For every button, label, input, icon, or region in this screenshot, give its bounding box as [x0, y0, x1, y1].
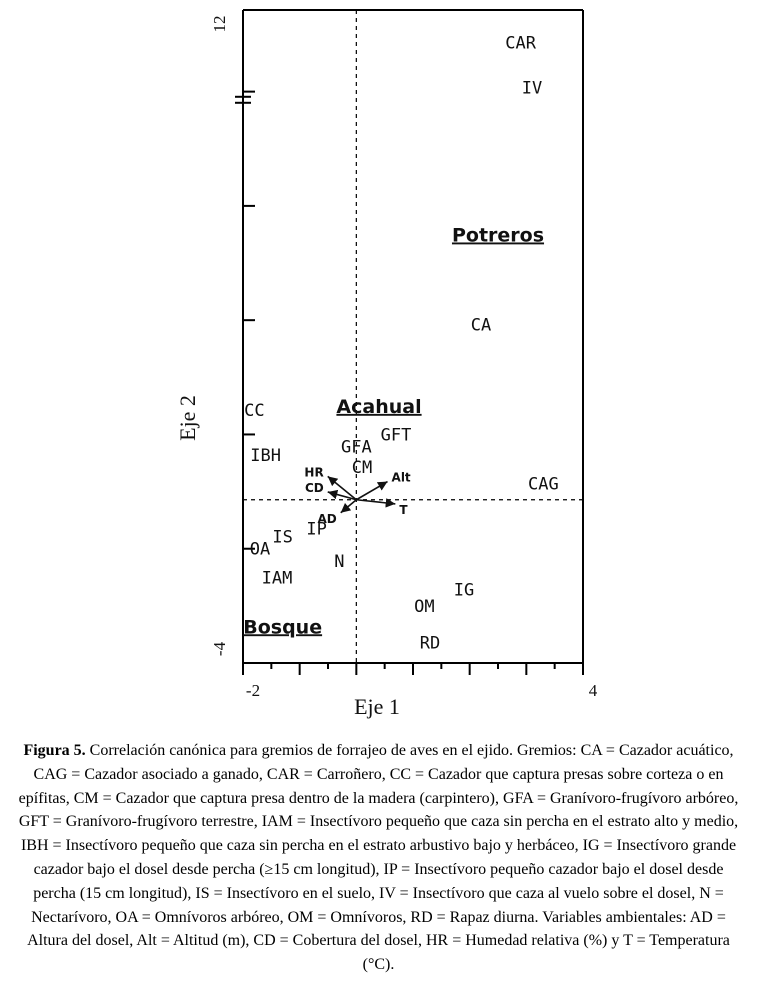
y-tick-label: -4 — [210, 641, 229, 657]
point-is: IS — [272, 527, 293, 548]
zero-reference-lines — [243, 10, 583, 663]
point-n: N — [334, 551, 345, 572]
point-om: OM — [414, 596, 435, 617]
point-iam: IAM — [261, 568, 293, 589]
point-iv: IV — [521, 78, 543, 99]
region-acahual: Acahual — [336, 395, 422, 418]
point-ca: CA — [470, 315, 492, 336]
vector-label-ad: AD — [317, 511, 337, 526]
point-gft: GFT — [380, 425, 412, 446]
vector-arrow-t — [356, 500, 395, 504]
vector-label-hr: HR — [304, 465, 324, 480]
point-ig: IG — [453, 580, 475, 601]
point-oa: OA — [249, 539, 271, 560]
point-rd: RD — [419, 633, 441, 654]
region-potreros: Potreros — [451, 224, 545, 247]
caption-text: Correlación canónica para gremios de forrajeo de aves en el ejido. Gremios: CA = Cazador acuático, CAG = Cazador asociado a ganado, CAR = Carroñero, CC = Cazador que captura presas sobre corteza o en epífitas, CM = Cazador que captura presa dentro de la madera (carpintero), GFA = Granívoro-frugívoro arbóreo, GFT = Granívoro-frugívoro terrestre, IAM = Insectívoro pequeño que caza sin percha en el estrato alto y medio, IBH = Insectívoro pequeño que caza sin percha en el estrato arbustivo bajo y herbáceo, IG = Insectívoro grande cazador bajo el dosel desde percha (≥15 cm longitud), IP = Insectívoro pequeño cazador bajo el dosel desde percha (15 cm longitud), IS = Insectívoro en el suelo, IV = Insectívoro que caza al vuelo sobre el dosel, N = Nectarívoro, OA = Omnívoros arbóreo, OM = Omnívoros, RD = Rapaz diurna. Variables ambientales: AD = Altura del dosel, Alt = Altitud (m), CD = Cobertura del dosel, HR = Humedad relativa (%) y T = Temperatura (°C). — [18, 742, 739, 974]
point-ip: IP — [306, 519, 327, 540]
point-cag: CAG — [527, 474, 559, 495]
point-cc: CC — [244, 400, 265, 421]
y-tick-label: 12 — [210, 15, 229, 33]
y-axis-title: Eje 2 — [175, 395, 200, 441]
x-tick-label: 4 — [588, 681, 598, 700]
vector-label-t: T — [399, 502, 408, 517]
vector-label-cd: CD — [304, 480, 324, 495]
vector-label-alt: Alt — [391, 470, 411, 485]
plot-frame — [243, 10, 583, 663]
region-bosque: Bosque — [243, 616, 323, 639]
axis-tick-labels — [210, 16, 598, 701]
caption-label: Figura 5. — [23, 742, 86, 759]
vector-arrow-alt — [356, 482, 387, 500]
vector-arrow-ad — [341, 500, 357, 513]
point-cm: CM — [351, 458, 373, 479]
point-gfa: GFA — [340, 437, 372, 458]
x-axis-title: Eje 1 — [354, 694, 400, 719]
guild-points — [244, 34, 559, 654]
x-tick-label: -2 — [245, 681, 261, 700]
point-car: CAR — [505, 33, 537, 54]
figure-caption — [14, 739, 743, 977]
point-ibh: IBH — [250, 445, 282, 466]
